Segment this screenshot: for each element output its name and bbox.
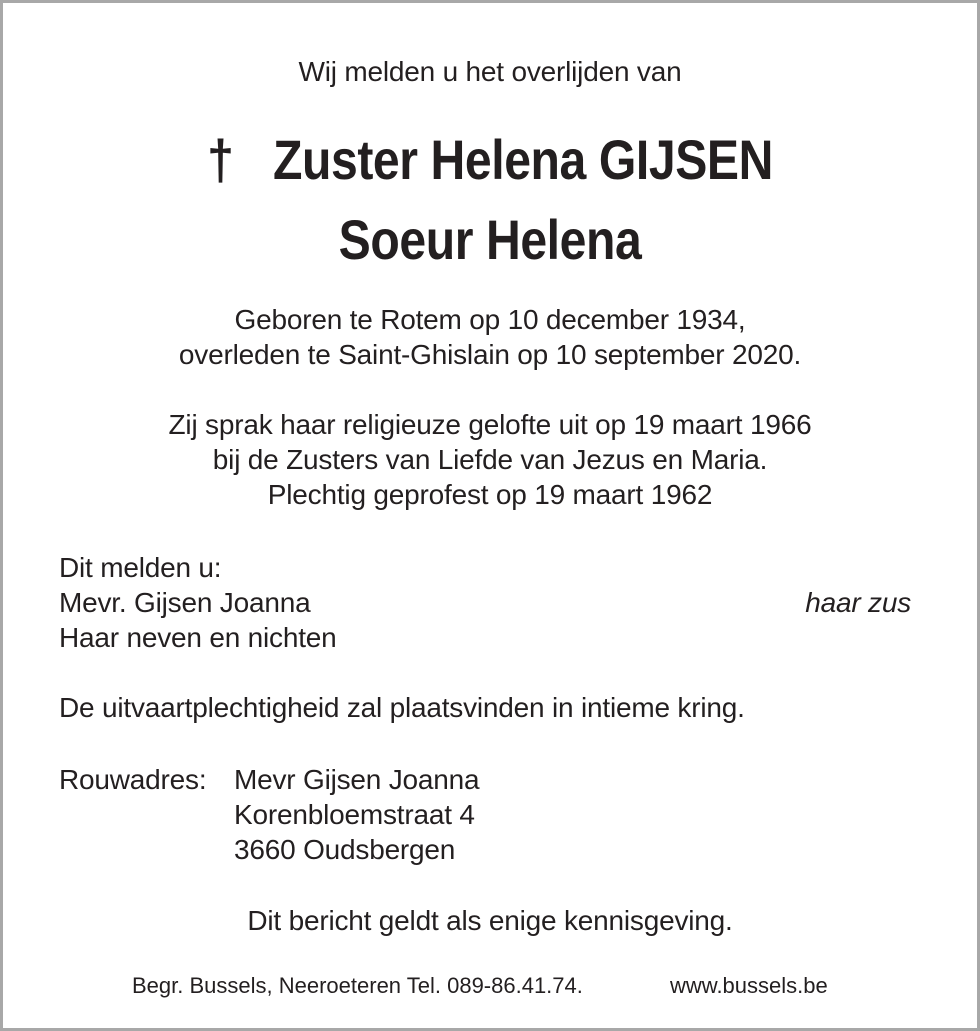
address-street: Korenbloemstraat 4 [234, 799, 475, 830]
profession-line: Plechtig geprofest op 19 maart 1962 [267, 479, 713, 510]
announcer-name: Haar neven en nichten [59, 622, 337, 653]
announcer-name: Mevr. Gijsen Joanna [59, 587, 311, 618]
deceased-name-line2: Soeur Helena [338, 208, 642, 271]
notice-text: Dit bericht geldt als enige kennisgeving. [247, 905, 733, 936]
death-line: overleden te Saint-Ghislain op 10 september 2020. [178, 339, 802, 370]
address-name: Mevr Gijsen Joanna [234, 764, 480, 795]
undertaker-info: Begr. Bussels, Neeroeteren Tel. 089-86.41.74. [132, 973, 583, 998]
website-link[interactable]: www.bussels.be [670, 973, 828, 998]
intro-text: Wij melden u het overlijden van [298, 56, 682, 87]
deceased-name-line1 [71, 127, 909, 193]
vows-line: Zij sprak haar religieuze gelofte uit op 19 maart 1966 [168, 409, 812, 440]
address-city: 3660 Oudsbergen [234, 834, 456, 865]
birth-line: Geboren te Rotem op 10 december 1934, [234, 304, 746, 335]
cross-icon: † [207, 128, 234, 191]
announcers-heading: Dit melden u: [59, 552, 222, 583]
announcer-relation: haar zus [805, 587, 911, 618]
address-label: Rouwadres: [59, 764, 207, 795]
deceased-name: Zuster Helena GIJSEN [272, 128, 773, 191]
funeral-text: De uitvaartplechtigheid zal plaatsvinden in intieme kring. [59, 692, 745, 723]
congregation-line: bij de Zusters van Liefde van Jezus en Maria. [212, 444, 768, 475]
